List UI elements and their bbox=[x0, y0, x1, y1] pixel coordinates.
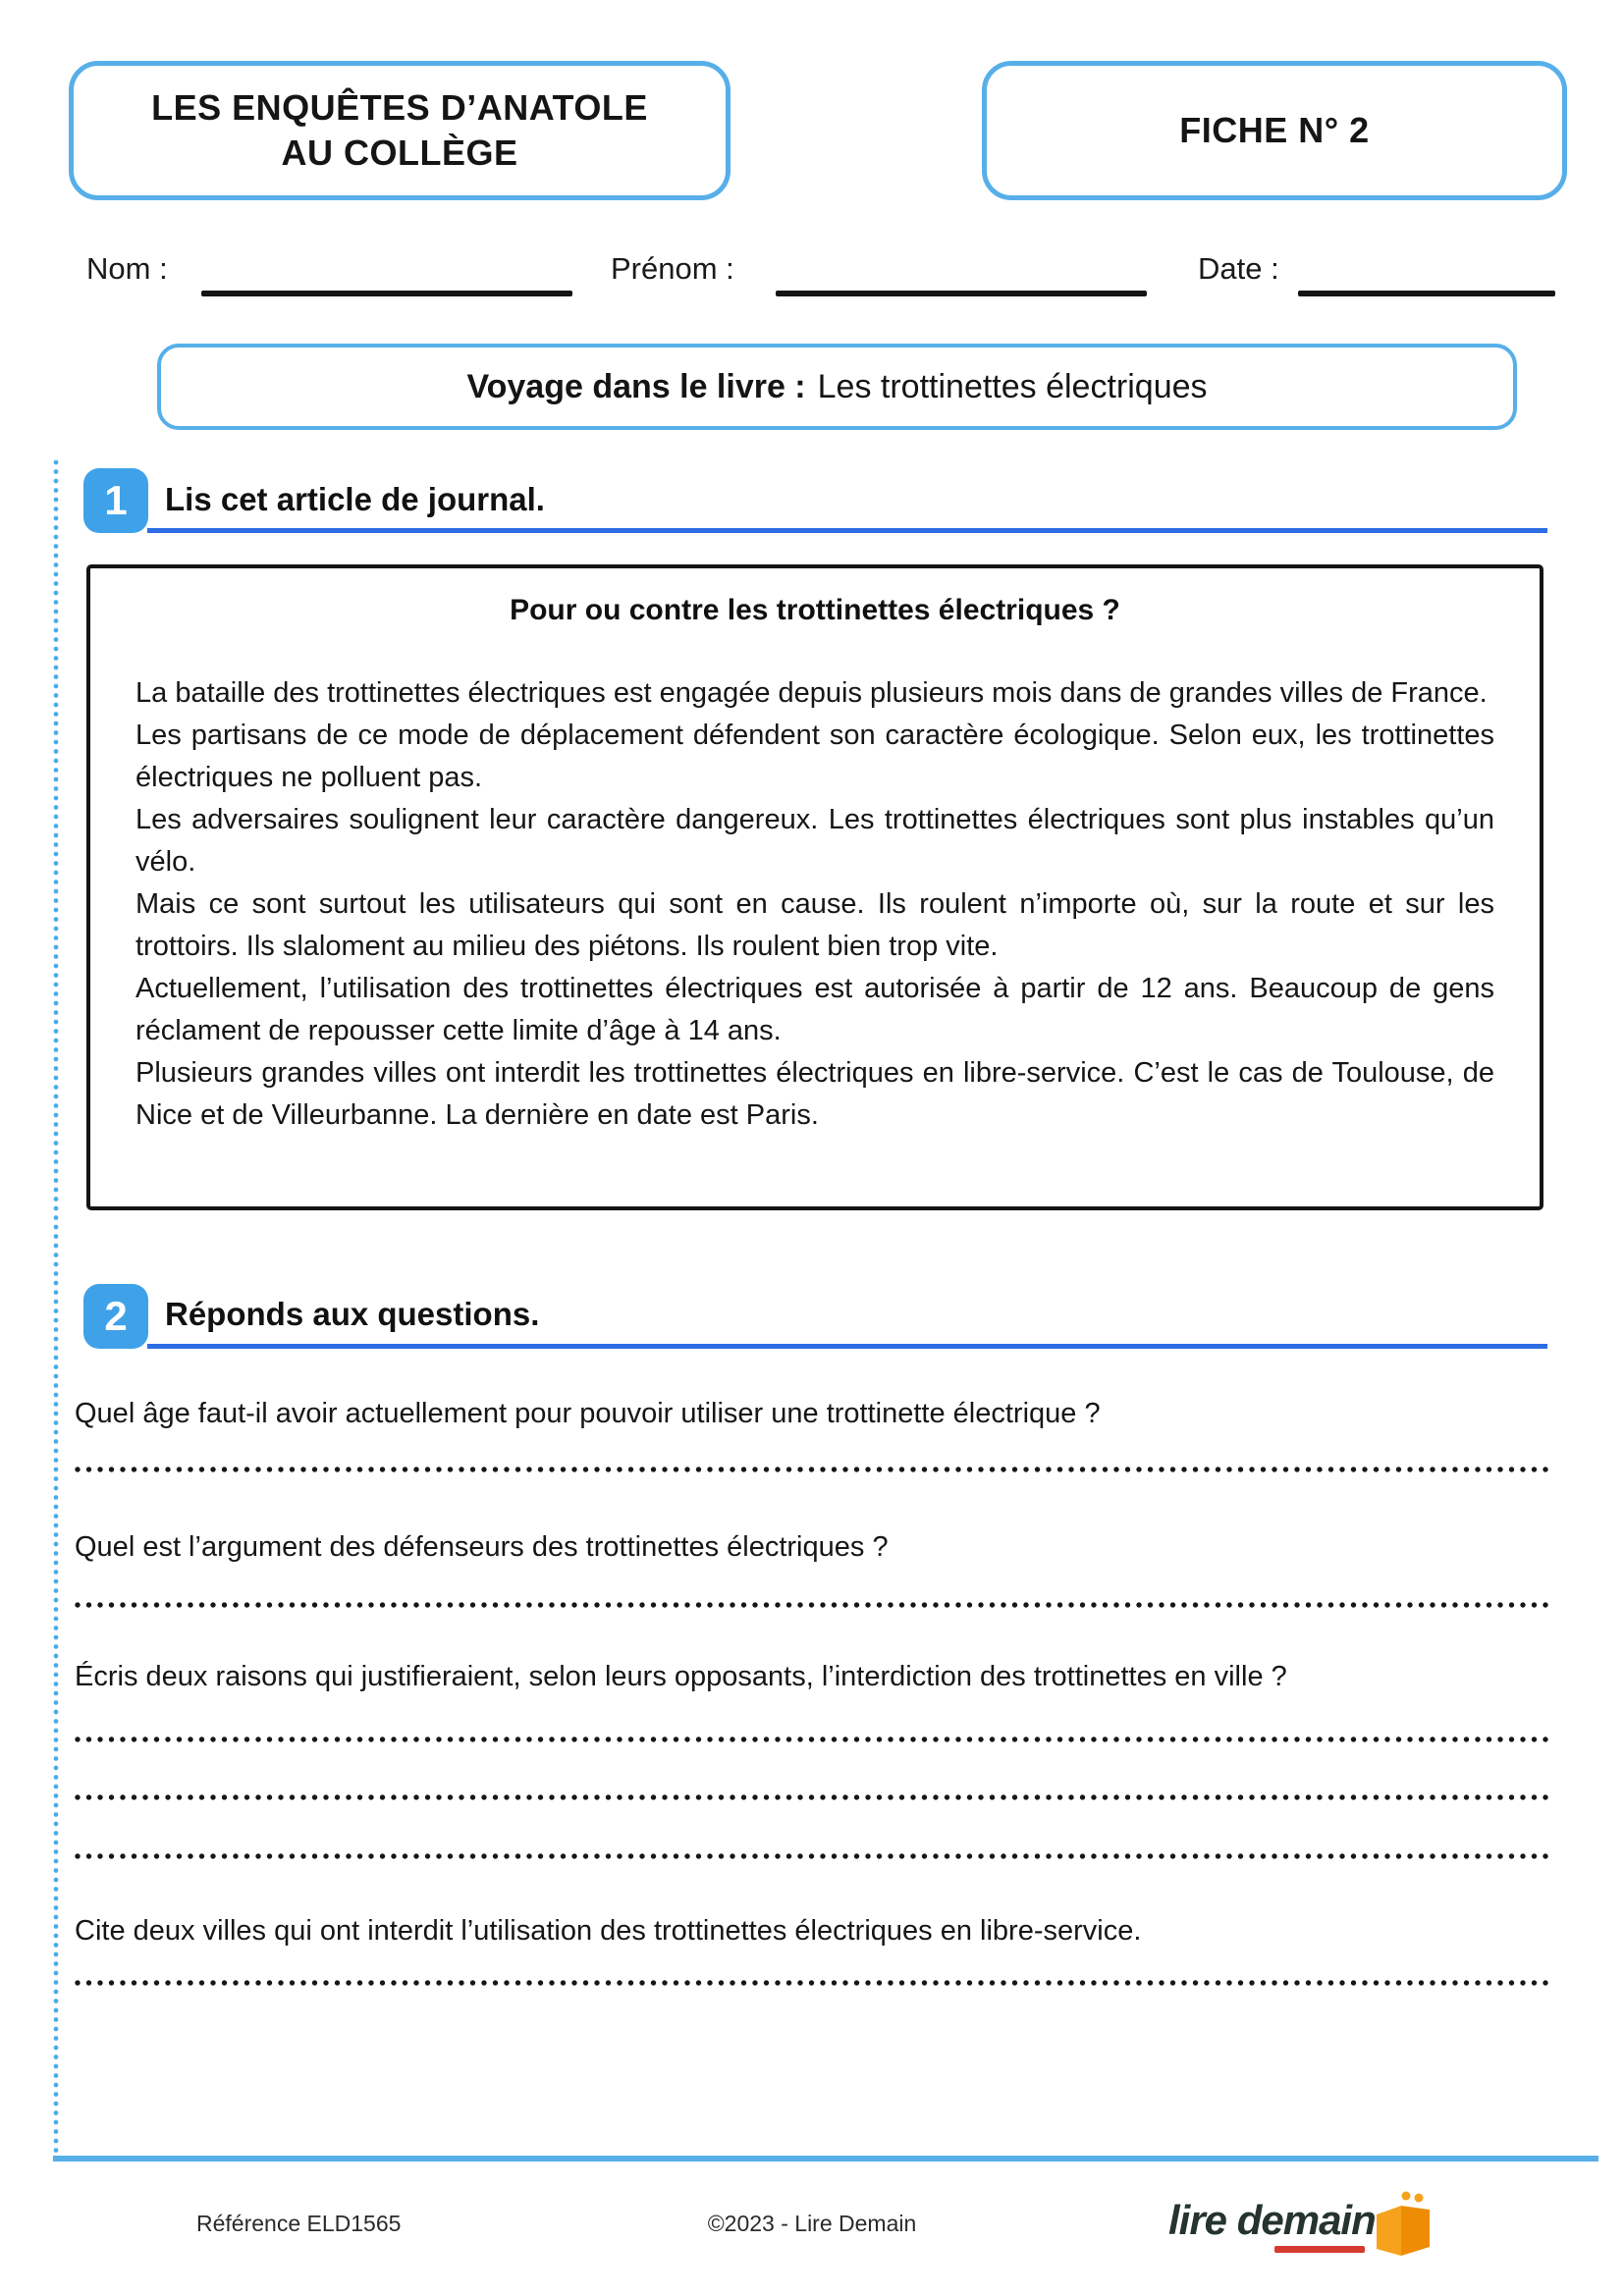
article-paragraph: Mais ce sont surtout les utilisateurs qui sont en cause. Ils roulent n’importe où, sur la route et sur les trottoirs. Ils slaloment au milieu des piétons. Ils roulent bien trop vite. bbox=[135, 888, 1494, 962]
section-1-badge bbox=[83, 468, 148, 533]
worksheet-title-prefix: Voyage dans le livre : bbox=[466, 367, 806, 405]
logo-tagline bbox=[1274, 2246, 1365, 2253]
footer-reference: Référence ELD1565 bbox=[196, 2211, 402, 2236]
question-3-answer-line-2[interactable] bbox=[75, 1794, 1552, 1800]
section-2-badge bbox=[83, 1284, 148, 1349]
series-title-line2: AU COLLÈGE bbox=[281, 133, 518, 173]
open-book-icon bbox=[1373, 2189, 1434, 2262]
sheet-number: FICHE N° 2 bbox=[1179, 109, 1370, 150]
footer-copyright: ©2023 - Lire Demain bbox=[707, 2211, 917, 2236]
article-paragraph: Les adversaires soulignent leur caractère dangereux. Les trottinettes électriques sont plus instables qu’un vélo. bbox=[135, 804, 1494, 878]
question-3-answer-line-3[interactable] bbox=[75, 1853, 1552, 1859]
article-paragraph: Plusieurs grandes villes ont interdit les trottinettes électriques en libre-service. C’est le cas de Toulouse, de Nice et de Villeurbanne. La dernière en date est Paris. bbox=[135, 1057, 1494, 1131]
section-2-number: 2 bbox=[104, 1293, 128, 1339]
logo-text: lire demain bbox=[1168, 2197, 1376, 2243]
question-3-text: Écris deux raisons qui justifieraient, selon leurs opposants, l’interdiction des trottinettes en ville ? bbox=[75, 1661, 1287, 1692]
worksheet-title-box bbox=[157, 344, 1517, 430]
series-title-box bbox=[69, 61, 731, 200]
question-4-answer-line[interactable] bbox=[75, 1980, 1552, 1986]
question-1-text: Quel âge faut-il avoir actuellement pour pouvoir utiliser une trottinette électrique ? bbox=[75, 1398, 1101, 1429]
firstname-field-line[interactable] bbox=[776, 291, 1147, 296]
series-title-line1: LES ENQUÊTES D’ANATOLE bbox=[151, 86, 648, 128]
sheet-number-box bbox=[982, 61, 1567, 200]
publisher-logo bbox=[1168, 2189, 1434, 2268]
firstname-label: Prénom : bbox=[611, 251, 734, 286]
question-2-text: Quel est l’argument des défenseurs des trottinettes électriques ? bbox=[75, 1531, 889, 1563]
margin-dotted-rule bbox=[53, 459, 59, 2156]
worksheet-title-subject: Les trottinettes électriques bbox=[817, 367, 1208, 405]
article-title: Pour ou contre les trottinettes électriques ? bbox=[510, 594, 1120, 626]
date-label: Date : bbox=[1198, 251, 1279, 286]
question-1-answer-line[interactable] bbox=[75, 1467, 1552, 1472]
article-paragraph: Actuellement, l’utilisation des trottinettes électriques est autorisée à partir de 12 ans. Beaucoup de gens réclament de repousser cette limite d’âge à 14 ans. bbox=[135, 973, 1494, 1046]
section-1-title: Lis cet article de journal. bbox=[165, 481, 545, 517]
footer-rule bbox=[53, 2156, 1598, 2162]
name-label: Nom : bbox=[86, 251, 168, 286]
section-2-rule bbox=[147, 1344, 1547, 1349]
section-2-title: Réponds aux questions. bbox=[165, 1296, 540, 1332]
question-4-text: Cite deux villes qui ont interdit l’utilisation des trottinettes électriques en libre-service. bbox=[75, 1915, 1142, 1947]
name-field-line[interactable] bbox=[201, 291, 572, 296]
section-1-rule bbox=[147, 528, 1547, 533]
section-1-number: 1 bbox=[104, 477, 128, 523]
article-paragraph: Les partisans de ce mode de déplacement défendent son caractère écologique. Selon eux, les trottinettes électriques ne polluent pas. bbox=[135, 720, 1494, 793]
date-field-line[interactable] bbox=[1298, 291, 1555, 296]
question-3-answer-line-1[interactable] bbox=[75, 1736, 1552, 1742]
article-paragraph: La bataille des trottinettes électriques est engagée depuis plusieurs mois dans de grandes villes de France. bbox=[135, 677, 1488, 709]
article-box bbox=[86, 564, 1543, 1210]
question-2-answer-line[interactable] bbox=[75, 1602, 1552, 1608]
